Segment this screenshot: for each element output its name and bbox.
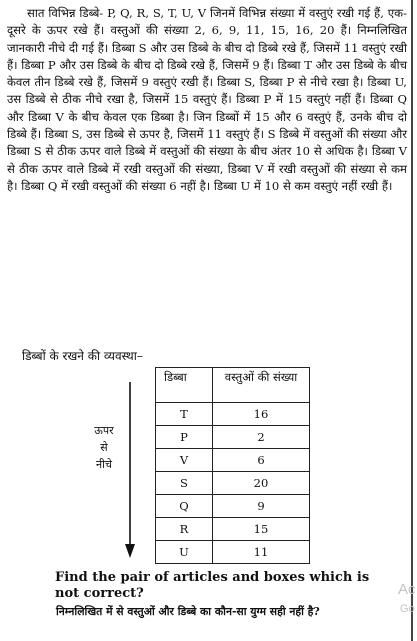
count-cell: 20 bbox=[213, 472, 310, 495]
arrangement-heading: डिब्बों के रखने की व्यवस्था– bbox=[22, 349, 143, 363]
side-label-line-2: से bbox=[100, 441, 108, 454]
down-arrow-icon bbox=[122, 382, 138, 560]
question-hindi: निम्नलिखित में से वस्तुओं और डिब्बे का कौन-सा युग्म सही नहीं है? bbox=[56, 605, 320, 618]
count-cell: 16 bbox=[213, 403, 310, 426]
table-header-row bbox=[156, 368, 310, 403]
table-row bbox=[156, 426, 310, 449]
arrangement-table bbox=[155, 367, 310, 564]
count-cell: 6 bbox=[213, 449, 310, 472]
box-cell: V bbox=[156, 449, 213, 472]
activation-watermark-line-1: Ac bbox=[398, 581, 416, 598]
table-row bbox=[156, 495, 310, 518]
table-row bbox=[156, 518, 310, 541]
question-english: Find the pair of articles and boxes which is not correct? bbox=[55, 570, 370, 601]
top-to-bottom-label bbox=[82, 422, 126, 473]
column-header-count: वस्तुओं की संख्या bbox=[213, 368, 310, 403]
table-row bbox=[156, 403, 310, 426]
count-cell: 11 bbox=[213, 541, 310, 564]
puzzle-passage: सात विभिन्न डिब्बे- P, Q, R, S, T, U, V जिनमें विभिन्न संख्या में वस्तुएं रखी गई हैं, एक-दूसरे के ऊपर रखे हैं। वस्तुओं की संख्या 2, 6, 9, 11, 15, 16, 20 हैं। निम्नलिखित जानकारी नीचे दी गई हैं। डिब्बा S और उस डिब्बे के बीच दो डिब्बे रखे हैं, जिसमें 11 वस्तुएं रखी हैं। डिब्बा P और उस डिब्बे के बीच दो डिब्बे रखे हैं, जिसमें 9 हैं। डिब्बा T और उस डिब्बे के बीच केवल तीन डिब्बे रखे हैं, जिसमें 9 वस्तुएं रखी हैं। डिब्बा S, डिब्बा P से नीचे रखा है। डिब्बा U, उस डिब्बे से ठीक नीचे रखा है, जिसमें 15 वस्तुएं हैं। डिब्बा P में 15 वस्तुएं नहीं हैं। डिब्बा Q और डिब्बा V के बीच केवल एक डिब्बा है। जिन डिब्बों में 15 और 6 वस्तुएं हैं, उनके बीच दो डिब्बे हैं। डिब्बा S, उस डिब्बे से ऊपर है, जिसमें 11 वस्तुएं हैं। S डिब्बे में वस्तुओं की संख्या और डिब्बा S से ठीक ऊपर वाले डिब्बे में वस्तुओं की संख्या के बीच अंतर 10 से अधिक है। डिब्बा V से ठीक ऊपर वाले डिब्बे में रखी वस्तुओं की संख्या, डिब्बा V में रखी वस्तुओं की संख्या से कम है। डिब्बा Q में रखी वस्तुओं की संख्या 6 नहीं है। डिब्बा U में 10 से कम वस्तुएं नहीं रखी हैं। bbox=[7, 6, 408, 193]
box-cell: Q bbox=[156, 495, 213, 518]
count-cell: 9 bbox=[213, 495, 310, 518]
count-cell: 15 bbox=[213, 518, 310, 541]
box-cell: S bbox=[156, 472, 213, 495]
box-cell: R bbox=[156, 518, 213, 541]
box-cell: T bbox=[156, 403, 213, 426]
count-cell: 2 bbox=[213, 426, 310, 449]
activation-watermark-line-2: Go bbox=[400, 603, 415, 615]
table-row bbox=[156, 472, 310, 495]
table-row bbox=[156, 449, 310, 472]
side-label-line-1: ऊपर bbox=[94, 424, 114, 437]
column-header-box: डिब्बा bbox=[156, 368, 213, 403]
box-cell: U bbox=[156, 541, 213, 564]
table-row bbox=[156, 541, 310, 564]
box-cell: P bbox=[156, 426, 213, 449]
side-label-line-3: नीचे bbox=[96, 458, 112, 471]
